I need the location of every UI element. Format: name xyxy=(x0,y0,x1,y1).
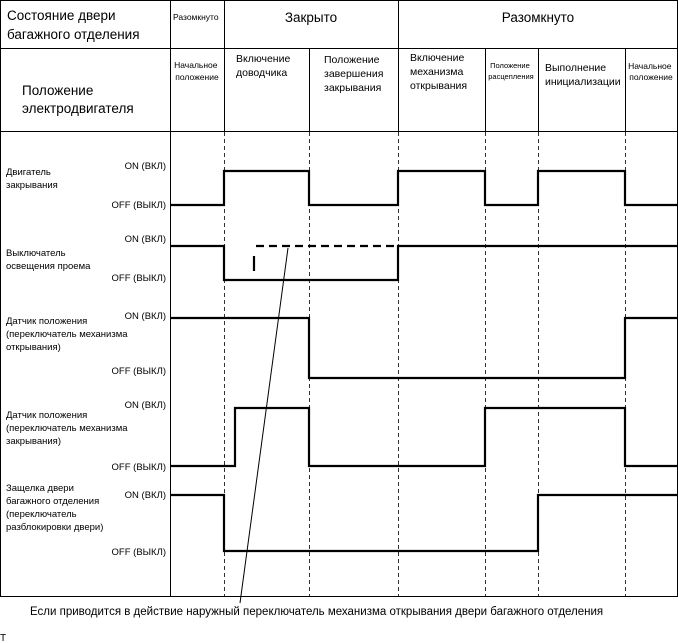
footnote: Если приводится в действие наружный переключатель механизма открывания двери багажного отделения xyxy=(30,606,604,618)
group-open-right: Разомкнуто xyxy=(501,10,575,25)
off-level-label: OFF (ВЫКЛ) xyxy=(111,273,166,284)
signal-name-line: Защелка двери xyxy=(6,483,74,494)
transition-guides xyxy=(225,132,626,596)
off-level-label: OFF (ВЫКЛ) xyxy=(111,547,166,558)
phase-label xyxy=(410,52,467,92)
signal-name-line: разблокировки двери) xyxy=(6,522,104,533)
phase-line: Выполнение xyxy=(545,62,607,74)
signal-waveform-close-sensor xyxy=(170,408,678,466)
door-state-line: багажного отделения xyxy=(7,27,140,42)
motor-position-line: Положение xyxy=(22,83,94,98)
phase-label xyxy=(628,61,674,82)
group-closed: Закрыто xyxy=(284,10,338,25)
signal-name-line: закрывания xyxy=(6,180,58,191)
door-state-label xyxy=(7,8,140,42)
on-level-label: ON (ВКЛ) xyxy=(124,234,166,245)
signal-name-line: Выключатель xyxy=(6,248,66,259)
motor-position-line: электродвигателя xyxy=(22,101,134,116)
door-state-line: Состояние двери xyxy=(7,8,116,23)
phase-line: Начальное xyxy=(628,61,672,71)
phase-line: Положение xyxy=(490,61,530,70)
phase-label xyxy=(174,60,220,82)
phase-line: Включение xyxy=(236,53,291,65)
phase-line: Включение xyxy=(410,52,465,64)
off-level-label: OFF (ВЫКЛ) xyxy=(111,462,166,473)
signal-name-line: Датчик положения xyxy=(6,316,88,327)
phase-label xyxy=(488,61,533,81)
phase-label xyxy=(545,62,621,88)
signal-name-line: (переключатель механизма xyxy=(6,423,128,434)
phase-line: открывания xyxy=(410,80,468,92)
signal-name-line: багажного отделения xyxy=(6,496,100,507)
phase-line: закрывания xyxy=(324,82,382,94)
signal-name xyxy=(6,167,58,191)
group-open-left: Разомкнуто xyxy=(173,12,219,22)
signal-name-line: Датчик положения xyxy=(6,410,88,421)
phase-line: Положение xyxy=(324,54,380,66)
phase-line: инициализации xyxy=(545,76,621,88)
motor-position-label xyxy=(22,83,134,116)
signal-name-line: закрывания) xyxy=(6,436,61,447)
signal-waveform-light-switch xyxy=(170,246,678,280)
on-level-label: ON (ВКЛ) xyxy=(124,490,166,501)
signal-name-line: Двигатель xyxy=(6,167,51,178)
off-level-label: OFF (ВЫКЛ) xyxy=(111,366,166,377)
phase-line: доводчика xyxy=(236,67,288,79)
phase-line: положение xyxy=(629,72,673,82)
phase-line: механизма xyxy=(410,66,464,78)
signal-name-line: открывания) xyxy=(6,342,61,353)
signal-waveform-door-latch xyxy=(170,495,678,551)
signal-name-line: (переключатель xyxy=(6,509,77,520)
phase-line: расцепления xyxy=(488,72,534,81)
on-level-label: ON (ВКЛ) xyxy=(124,400,166,411)
signal-name xyxy=(6,248,91,272)
phase-line: положение xyxy=(175,72,219,82)
corner-mark: T xyxy=(0,633,7,643)
signal-waveform-closing-motor xyxy=(170,171,678,205)
signal-name xyxy=(6,410,130,447)
on-level-label: ON (ВКЛ) xyxy=(124,161,166,172)
phase-label xyxy=(324,54,386,94)
signal-name-line: (переключатель механизма xyxy=(6,329,128,340)
signal-name-line: освещения проема xyxy=(6,261,91,272)
off-level-label: OFF (ВЫКЛ) xyxy=(111,200,166,211)
signal-name xyxy=(6,316,130,353)
phase-label xyxy=(236,53,293,79)
signal-name xyxy=(6,483,103,533)
signal-waveform-open-sensor xyxy=(170,318,678,378)
footnote-leader-line xyxy=(240,248,288,603)
phase-line: завершения xyxy=(324,68,384,80)
on-level-label: ON (ВКЛ) xyxy=(124,311,166,322)
phase-line: Начальное xyxy=(174,60,218,70)
